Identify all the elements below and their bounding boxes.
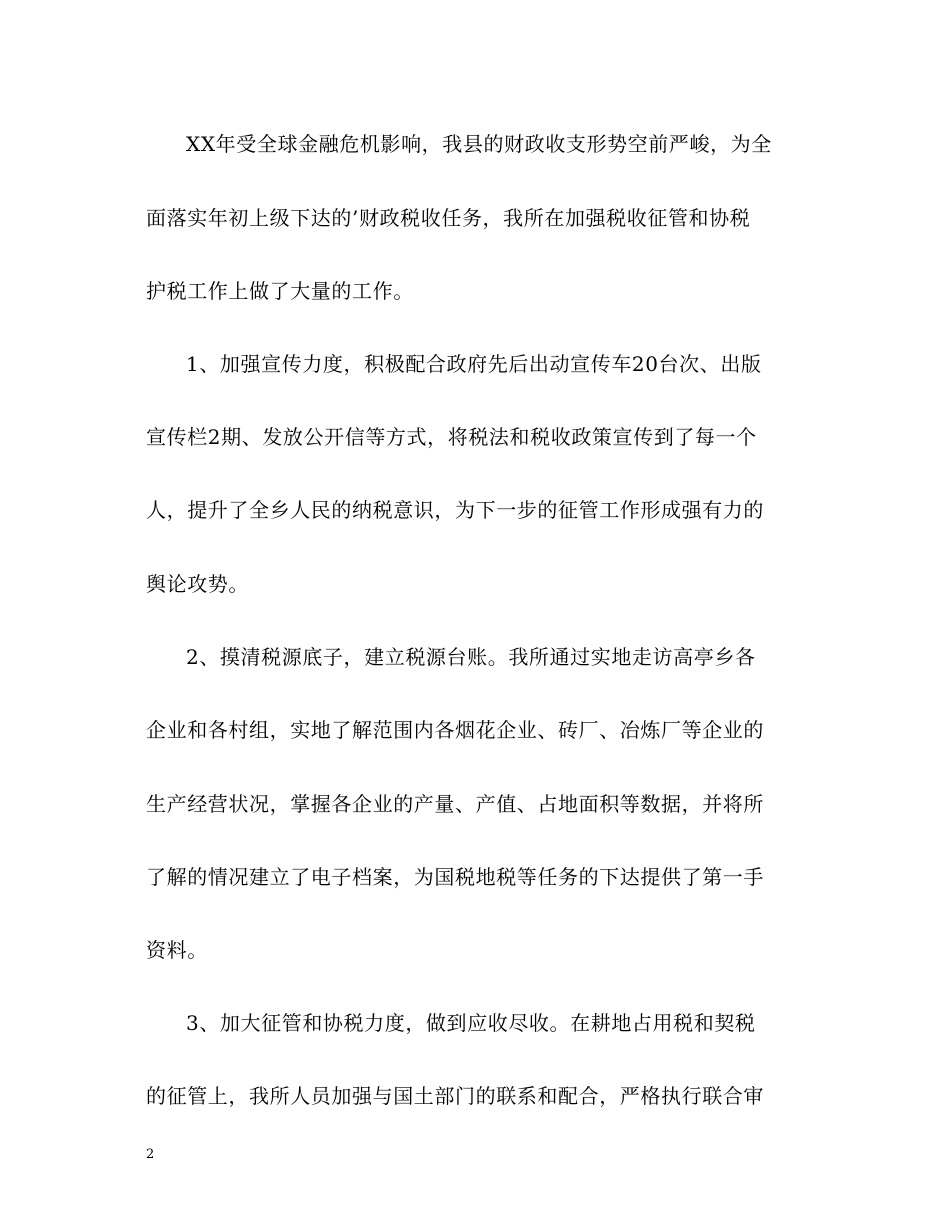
text-line: 3、加大征管和协税力度，做到应收尽收。在耕地占用税和契税 (186, 1011, 756, 1035)
text-line: 企业和各村组，实地了解范围内各烟花企业、砖厂、冶炼厂等企业的 (146, 718, 764, 742)
text-line: 了解的情况建立了电子档案，为国税地税等任务的下达提供了第一手 (146, 865, 764, 889)
text-line: XX年受全球金融危机影响，我县的财政收支形势空前严峻，为全 (186, 132, 772, 156)
text-line: 人，提升了全乡人民的纳税意识，为下一步的征管工作形成强有力的 (146, 498, 764, 522)
text-line: 资料。 (146, 938, 208, 962)
text-line: 生产经营状况，掌握各企业的产量、产值、占地面积等数据，并将所 (146, 792, 764, 816)
text-line: 的征管上，我所人员加强与国土部门的联系和配合，严格执行联合审 (146, 1084, 764, 1108)
text-line: 护税工作上做了大量的工作。 (146, 279, 414, 303)
text-line: 1、加强宣传力度，积极配合政府先后出动宣传车20台次、出版 (186, 352, 762, 376)
text-line: 宣传栏2期、发放公开信等方式，将税法和税收政策宣传到了每一个 (146, 425, 757, 449)
text-line: 2、摸清税源底子，建立税源台账。我所通过实地走访高亭乡各 (186, 645, 756, 669)
text-line: 舆论攻势。 (146, 572, 249, 596)
page-number: 2 (146, 1147, 155, 1162)
text-line: 面落实年初上级下达的’财政税收任务，我所在加强税收征管和协税 (146, 206, 751, 230)
